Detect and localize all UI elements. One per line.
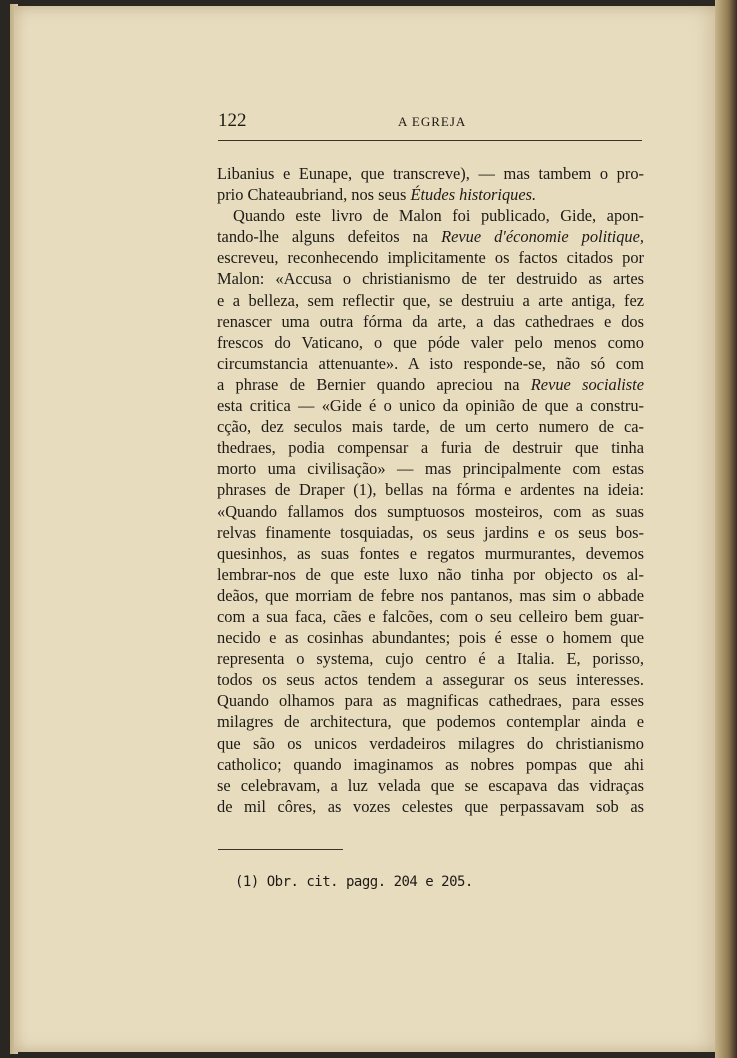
text-line: que são os unicos verdadeiros milagres do christianismo: [217, 733, 644, 753]
running-head: A EGREJA: [398, 114, 467, 129]
text-line: milagres de architectura, que podemos contemplar ainda e: [217, 712, 644, 732]
footnote-rule: [218, 849, 343, 850]
text-line: todos os seus actos tendem a assegurar os seus interesses.: [217, 670, 644, 690]
text-line: thedraes, podia compensar a furia de destruir que tinha: [217, 438, 644, 458]
book-spine-edge: [715, 0, 737, 1058]
text-line: cção, dez seculos mais tarde, de um certo numero de ca-: [217, 417, 644, 437]
text-line: circumstancia attenuante». A isto responde-se, não só com: [217, 353, 644, 373]
footnote: (1) Obr. cit. pagg. 204 e 205.: [235, 874, 473, 890]
text-line: phrases de Draper (1), bellas na fórma e ardentes na ideia:: [217, 480, 644, 500]
text-line: representa o systema, cujo centro é a Italia. E, porisso,: [217, 649, 644, 669]
text-line: de mil côres, as vozes celestes que perpassavam sob as: [217, 796, 644, 816]
text-line: «Quando fallamos dos sumptuosos mosteiros, com as suas: [217, 501, 644, 521]
text-line: com a sua faca, cães e falcões, com o seu celleiro bem guar-: [217, 606, 644, 626]
text-line: a phrase de Bernier quando apreciou na Revue socialiste: [217, 374, 645, 394]
page-header: [218, 110, 642, 134]
body-text: [217, 163, 644, 817]
page-number: 122: [218, 110, 247, 131]
text-line: escreveu, reconhecendo implicitamente os factos citados por: [217, 248, 644, 268]
header-rule: [218, 140, 642, 141]
text-line: Libanius e Eunape, que transcreve), — mas tambem o pro-: [217, 164, 644, 183]
text-line: prio Chateaubriand, nos seus Études historiques.: [217, 185, 537, 205]
text-line: renascer uma outra fórma da arte, a das cathedraes e dos: [217, 311, 644, 331]
text-line: tando-lhe alguns defeitos na Revue d'économie politique,: [217, 227, 644, 247]
text-line: Quando olhamos para as magnificas cathedraes, para esses: [217, 691, 644, 711]
text-line: relvas finamente tosquiadas, os seus jardins e os seus bos-: [217, 522, 644, 542]
text-line: se celebravam, a luz velada que se escapava das vidraças: [217, 775, 644, 795]
text-line: Malon: «Accusa o christianismo de ter destruido as artes: [217, 269, 644, 289]
text-line: catholico; quando imaginamos as nobres pompas que ahi: [217, 754, 644, 774]
text-line: Quando este livro de Malon foi publicado, Gide, apon-: [233, 206, 644, 226]
text-line: morto uma civilisação» — mas principalmente com estas: [217, 459, 644, 479]
text-line: lembrar-nos de que este luxo não tinha por objecto os al-: [217, 564, 644, 584]
text-line: e a belleza, sem reflectir que, se destruiu a arte antiga, fez: [217, 290, 644, 310]
text-line: quesinhos, as suas fontes e regatos murmurantes, devemos: [217, 543, 644, 563]
text-line: deãos, que morriam de febre nos pantanos, mas sim o abbade: [217, 585, 644, 605]
text-line: necido e as cosinhas abundantes; pois é esse o homem que: [217, 628, 644, 648]
text-line: esta critica — «Gide é o unico da opinião de que a constru-: [217, 396, 644, 416]
text-line: frescos do Vaticano, o que póde valer pelo menos como: [217, 332, 644, 352]
